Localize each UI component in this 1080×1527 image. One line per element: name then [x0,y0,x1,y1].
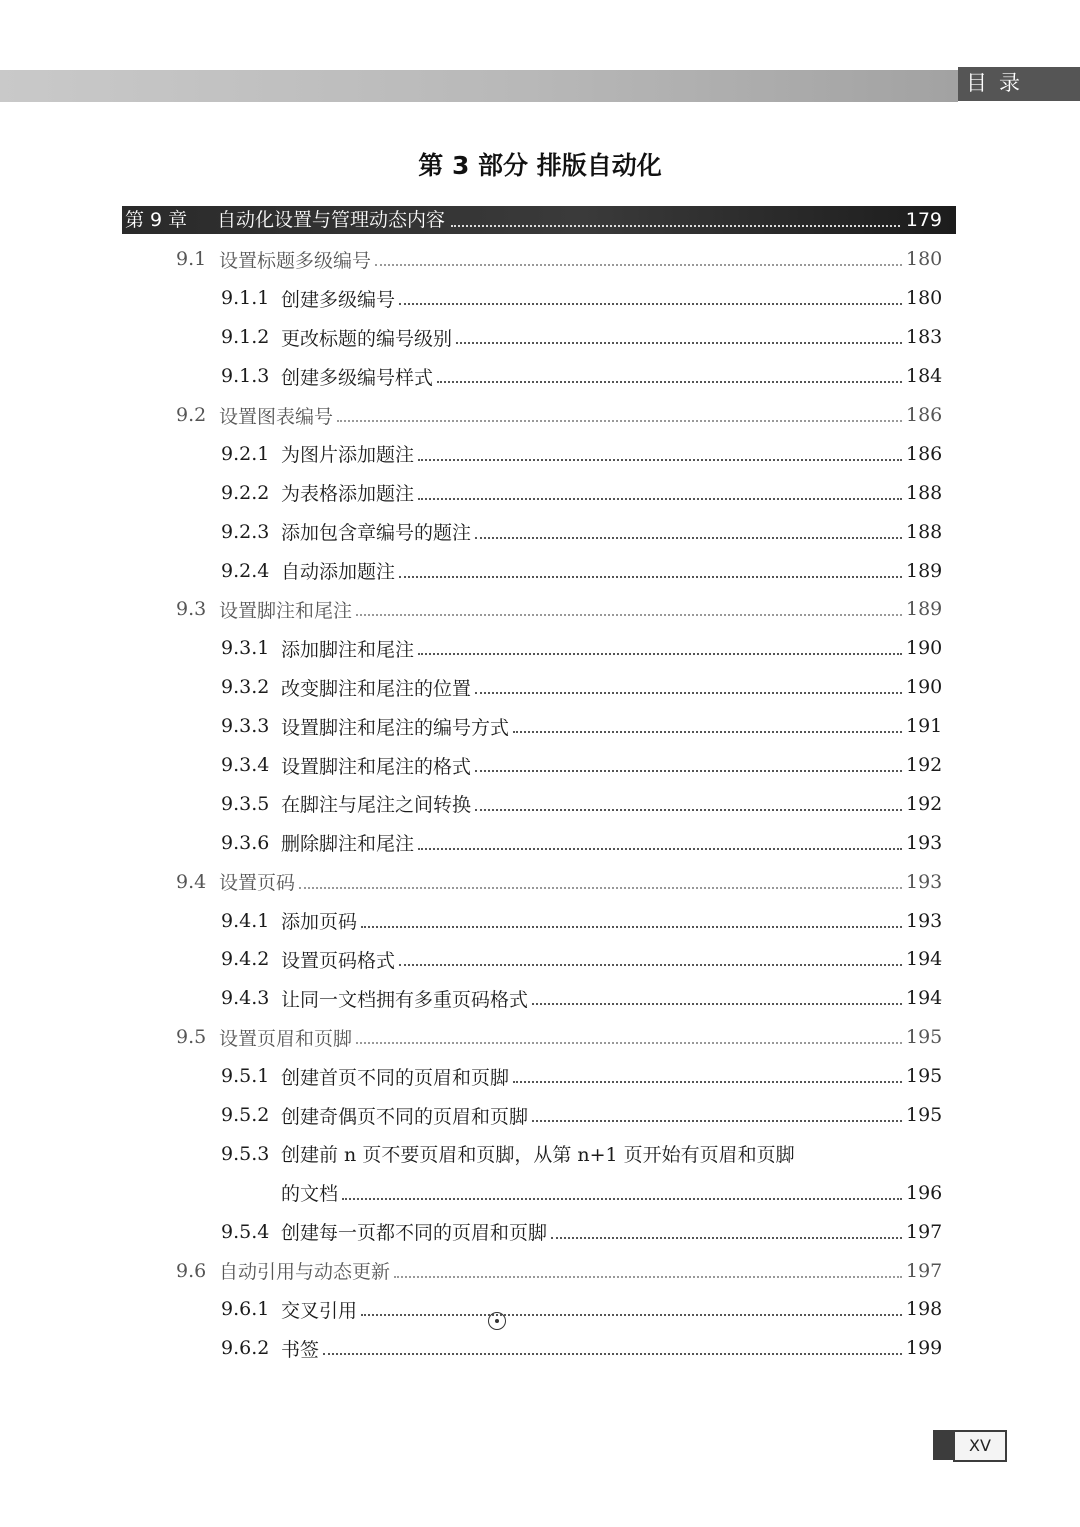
entry-page: 196 [906,1181,943,1204]
entry-title: 创建首页不同的页眉和页脚 [281,1066,510,1089]
toc-subsection-entry[interactable] [0,668,1080,707]
entry-page: 198 [906,1298,943,1321]
entry-title: 创建每一页都不同的页眉和页脚 [281,1222,548,1245]
toc-subsection-entry[interactable] [0,1096,1080,1135]
entry-number: 9.2.2 [221,481,270,504]
entry-title: 设置图表编号 [219,405,334,428]
entry-number: 9.3.1 [221,637,270,660]
leader-dots [299,887,902,889]
leader-dots [418,848,902,850]
entry-title: 设置脚注和尾注 [219,599,353,622]
entry-title: 设置脚注和尾注的编号方式 [281,716,510,739]
entry-number: 9.3.2 [221,676,270,699]
entry-title: 添加页码 [281,911,358,934]
circle-dot-icon [488,1312,506,1330]
toc-subsection-entry[interactable] [0,434,1080,473]
entry-page: 194 [906,948,943,971]
toc-section-entry[interactable] [0,396,1080,435]
entry-number: 9.3.3 [221,715,270,738]
leader-dots [356,614,902,616]
leader-dots [375,264,902,266]
entry-page: 188 [906,520,943,543]
entry-number: 9.3.4 [221,754,270,777]
entry-page: 184 [906,365,943,388]
entry-title: 为表格添加题注 [281,483,415,506]
leader-dots [337,420,902,422]
entry-page: 188 [906,481,943,504]
toc-subsection-entry[interactable] [0,707,1080,746]
entry-page: 192 [906,754,943,777]
entry-number: 9.4.3 [221,987,270,1010]
entry-title: 设置脚注和尾注的格式 [281,755,472,778]
entry-number: 9.2.1 [221,442,270,465]
footer-tab [933,1430,953,1460]
entry-title: 设置页眉和页脚 [219,1027,353,1050]
leader-dots [394,1276,902,1278]
chapter-page: 179 [905,209,942,231]
leader-dots [418,459,902,461]
entry-title: 创建前 n 页不要页眉和页脚，从第 n+1 页开始有页眉和页脚 [281,1144,795,1167]
toc-entry-continuation[interactable] [0,1173,1080,1212]
entry-number: 9.5 [176,1026,207,1049]
entry-page: 199 [906,1337,943,1360]
entry-number: 9.6.2 [221,1337,270,1360]
chapter-title: 自动化设置与管理动态内容 [217,209,446,231]
entry-page: 193 [906,831,943,854]
entry-number: 9.5.1 [221,1065,270,1088]
entry-number: 9.5.4 [221,1220,270,1243]
entry-number: 9.2 [176,404,207,426]
entry-page: 191 [906,715,943,738]
header-tab-label: 目录 [966,71,1032,95]
toc-section-entry[interactable] [0,590,1080,629]
leader-dots [475,692,902,694]
entry-number: 9.3.5 [221,792,270,815]
leader-dots [418,653,902,655]
toc-subsection-entry[interactable] [0,979,1080,1018]
page-number: XV [953,1430,1007,1462]
toc-list [0,240,1080,1368]
toc-subsection-entry[interactable] [0,784,1080,823]
entry-page: 197 [906,1259,943,1282]
entry-title-continued: 的文档 [281,1183,339,1206]
entry-page: 190 [906,676,943,699]
entry-number: 9.1.3 [221,365,270,388]
leader-dots [475,770,902,772]
entry-title: 自动添加题注 [281,561,396,584]
entry-title: 创建多级编号样式 [281,366,434,389]
entry-page: 186 [906,404,943,426]
toc-subsection-entry[interactable] [0,901,1080,940]
entry-title: 交叉引用 [281,1299,358,1322]
entry-title: 删除脚注和尾注 [281,833,415,856]
leader-dots [475,809,902,811]
entry-title: 让同一文档拥有多重页码格式 [281,988,529,1011]
leader-dots [399,964,902,966]
entry-page: 195 [906,1026,943,1049]
leader-dots [361,926,902,928]
leader-dots [418,498,902,500]
toc-section-entry[interactable] [0,1251,1080,1290]
toc-subsection-entry[interactable] [0,823,1080,862]
entry-title: 改变脚注和尾注的位置 [281,677,472,700]
toc-subsection-entry[interactable] [0,1290,1080,1329]
leader-dots [475,537,902,539]
entry-number: 9.6.1 [221,1298,270,1321]
leader-dots [437,381,902,383]
chapter-heading[interactable] [122,206,956,234]
toc-subsection-entry[interactable] [0,940,1080,979]
entry-title: 自动引用与动态更新 [219,1261,391,1284]
leader-dots [399,303,902,305]
toc-section-entry[interactable] [0,1018,1080,1057]
toc-subsection-entry[interactable] [0,357,1080,396]
entry-title: 为图片添加题注 [281,444,415,467]
entry-number: 9.1 [176,248,207,271]
entry-number: 9.4.1 [221,909,270,932]
entry-number: 9.4 [176,870,207,893]
entry-title: 设置标题多级编号 [219,249,372,272]
leader-dots [456,342,902,344]
toc-section-entry[interactable] [0,862,1080,901]
leader-dots [451,225,900,227]
leader-dots [399,576,902,578]
toc-subsection-entry[interactable] [0,512,1080,551]
entry-title: 添加脚注和尾注 [281,638,415,661]
toc-subsection-entry[interactable] [0,279,1080,318]
leader-dots [513,731,902,733]
toc-subsection-entry[interactable] [0,1134,1080,1173]
entry-page: 186 [906,442,943,465]
entry-title: 创建奇偶页不同的页眉和页脚 [281,1105,529,1128]
entry-page: 183 [906,326,943,349]
entry-title: 更改标题的编号级别 [281,327,453,350]
entry-number: 9.5.3 [221,1142,270,1165]
entry-number: 9.4.2 [221,948,270,971]
entry-title: 设置页码格式 [281,949,396,972]
leader-dots [323,1353,902,1355]
entry-page: 193 [906,870,943,893]
entry-title: 设置页码 [219,872,296,895]
entry-page: 180 [906,287,943,310]
entry-title: 书签 [281,1338,320,1361]
entry-page: 189 [906,598,943,621]
entry-number: 9.6 [176,1259,207,1282]
entry-page: 180 [906,248,943,271]
entry-title: 添加包含章编号的题注 [281,522,472,545]
toc-section-entry[interactable] [0,240,1080,279]
entry-number: 9.2.4 [221,559,270,582]
entry-number: 9.1.2 [221,326,270,349]
toc-subsection-entry[interactable] [0,318,1080,357]
entry-number: 9.3 [176,598,207,621]
entry-page: 195 [906,1104,943,1127]
part-title: 第 3 部分 排版自动化 [418,151,662,180]
entry-page: 189 [906,559,943,582]
leader-dots [342,1198,902,1200]
entry-page: 194 [906,987,943,1010]
entry-title: 在脚注与尾注之间转换 [281,794,472,817]
header-band [0,70,958,102]
toc-subsection-entry[interactable] [0,551,1080,590]
entry-page: 195 [906,1065,943,1088]
entry-page: 192 [906,792,943,815]
toc-subsection-entry[interactable] [0,629,1080,668]
entry-number: 9.3.6 [221,831,270,854]
entry-number: 9.2.3 [221,520,270,543]
entry-page: 197 [906,1220,943,1243]
leader-dots [356,1042,902,1044]
entry-page: 193 [906,909,943,932]
chapter-number: 第 9 章 [125,209,188,231]
leader-dots [551,1237,902,1239]
leader-dots [361,1314,902,1316]
leader-dots [532,1120,902,1122]
leader-dots [532,1003,902,1005]
leader-dots [513,1081,902,1083]
entry-number: 9.1.1 [221,287,270,310]
toc-subsection-entry[interactable] [0,1329,1080,1368]
toc-subsection-entry[interactable] [0,746,1080,785]
toc-subsection-entry[interactable] [0,1057,1080,1096]
toc-subsection-entry[interactable] [0,473,1080,512]
entry-page: 190 [906,637,943,660]
toc-subsection-entry[interactable] [0,1212,1080,1251]
entry-title: 创建多级编号 [281,288,396,311]
entry-number: 9.5.2 [221,1104,270,1127]
